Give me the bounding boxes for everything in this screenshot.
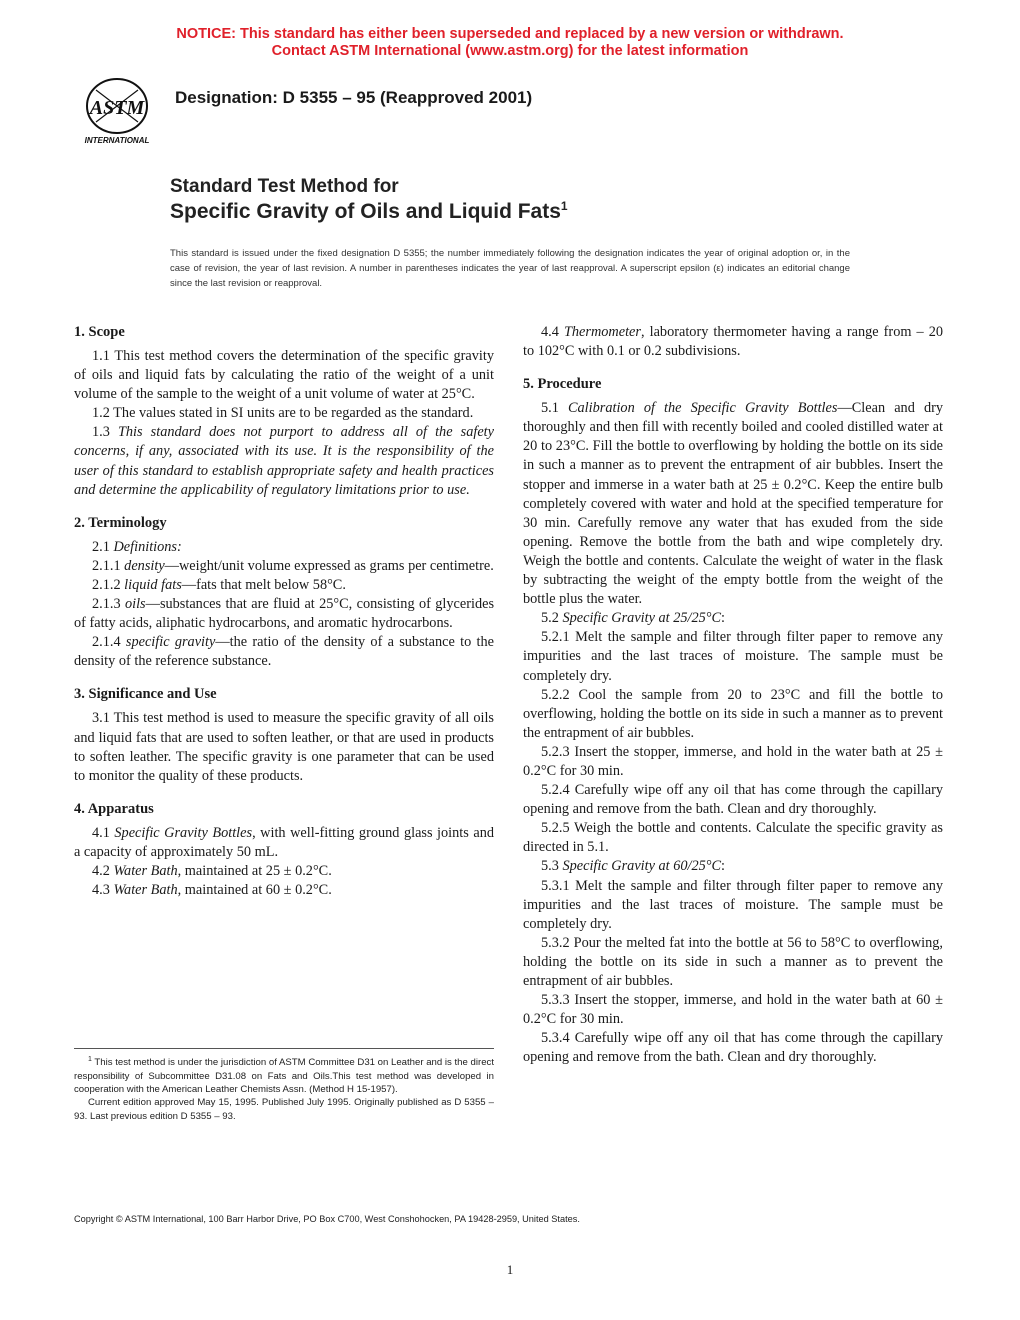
section-procedure-heading: 5. Procedure (523, 376, 602, 393)
section-scope-heading: 1. Scope (74, 324, 125, 340)
term: Thermometer (563, 324, 641, 340)
definition: —the ratio of the density of a substance to the density of the reference substance. (74, 634, 494, 670)
footnote-1 (74, 1053, 494, 1096)
description: , maintained at 60 ± 0.2°C. (177, 882, 332, 899)
paragraph-number: 2.1.4 (92, 634, 126, 651)
description: , maintained at 25 ± 0.2°C. (177, 862, 332, 879)
term: Water Bath (113, 882, 178, 899)
paragraph-1-3 (74, 423, 494, 499)
term: Specific Gravity Bottles (114, 824, 253, 841)
title-footnote-mark: 1 (560, 199, 568, 213)
paragraph-number: 2.1.3 (92, 596, 125, 613)
paragraph-2-1-3 (74, 595, 494, 633)
definition: —substances that are fluid at 25°C, consisting of glycerides of fatty acids, aliphatic hydrocarbons, and aromatic hydrocarbons. (74, 596, 495, 632)
paragraph-5-3-4: 5.3.4 Carefully wipe off any oil that has come through the capillary opening and remove from the bath. Clean and dry thoroughly. (523, 1030, 943, 1066)
copyright-line: Copyright © ASTM International, 100 Barr Harbor Drive, PO Box C700, West Conshohocken, PA 19428-2959, United States. (74, 1214, 580, 1224)
paragraph-2-1 (74, 538, 494, 557)
designation: Designation: D 5355 – 95 (Reapproved 2001) (175, 88, 533, 107)
paragraph-5-1 (523, 399, 943, 609)
paragraph-number: 4.1 (92, 824, 115, 841)
definitions-label: Definitions: (113, 538, 182, 555)
safety-caveat: This standard does not purport to address all of the safety concerns, if any, associated with its use. It is the responsibility of the user of this standard to establish appropriate safety and health practices and determine the applicability of regulatory limitations prior to use. (74, 424, 494, 498)
term: Water Bath (113, 862, 178, 879)
description: , laboratory thermometer having a range from – 20 to 102°C with 0.1 or 0.2 subdivisions. (523, 324, 944, 360)
left-column (74, 323, 494, 900)
astm-logo (74, 76, 160, 148)
page-number: 1 (506, 1262, 514, 1277)
footnote-text: This test method is under the jurisdiction of ASTM Committee D31 on Leather and is the direct responsibility of Subcommittee D31.08 on Fats and Oils.This test method was developed in cooperation with the American Leather Chemists Assn. (Method H 15-1957). (74, 1057, 494, 1095)
paragraph-number: 2.1.2 (92, 576, 125, 593)
paragraph-5-3-3: 5.3.3 Insert the stopper, immerse, and hold in the water bath at 60 ± 0.2°C for 30 min. (523, 992, 943, 1028)
notice-line-2: Contact ASTM International (www.astm.org) for the latest information (271, 43, 749, 59)
term: Specific Gravity at 60/25°C (562, 858, 722, 875)
paragraph-number: 4.2 (92, 862, 114, 879)
paragraph-5-2-3: 5.2.3 Insert the stopper, immerse, and hold in the water bath at 25 ± 0.2°C for 30 min. (523, 743, 943, 779)
document-title (170, 175, 568, 225)
section-apparatus-heading: 4. Apparatus (74, 800, 154, 817)
paragraph-3-1: 3.1 This test method is used to measure the specific gravity of all oils and liquid fats that are used to soften leather, or that are used in products to soften leather. The specific gravity is one parameter that can be used to monitor the quality of these products. (74, 710, 494, 784)
term: Calibration of the Specific Gravity Bottles (567, 400, 838, 417)
term: Specific Gravity at 25/25°C (562, 610, 722, 627)
paragraph-number: 2.1.1 (92, 557, 125, 574)
title-line-2-text: Specific Gravity of Oils and Liquid Fats (170, 200, 561, 223)
paragraph-number: 4.4 (541, 324, 564, 340)
paragraph-2-1-1 (74, 557, 494, 576)
paragraph-5-2-5: 5.2.5 Weigh the bottle and contents. Calculate the specific gravity as directed in 5.1. (523, 820, 943, 856)
paragraph-number: 1.3 (92, 424, 118, 441)
description: , with well-fitting ground glass joints and a capacity of approximately 50 mL. (74, 824, 494, 860)
paragraph-5-2 (523, 609, 943, 628)
term: oils (124, 596, 146, 613)
paragraph-2-1-4 (74, 633, 494, 671)
paragraph-5-3 (523, 857, 943, 876)
withdrawal-notice (0, 26, 1020, 60)
paragraph-4-4 (523, 323, 943, 361)
footnote-mark: 1 (88, 1056, 92, 1063)
definition: —weight/unit volume expressed as grams per centimetre. (164, 557, 494, 574)
paragraph-number: 5.2 (541, 610, 563, 627)
term: specific gravity (125, 634, 216, 651)
paragraph-number: 5.1 (541, 400, 568, 417)
paragraph-4-1 (74, 824, 494, 862)
paragraph-number: 5.3 (541, 858, 563, 875)
paragraph-1-2: 1.2 The values stated in SI units are to be regarded as the standard. (92, 405, 474, 422)
paragraph-1-1: 1.1 This test method covers the determination of the specific gravity of oils and liquid fats by calculating the ratio of the weight of a unit volume of the sample to the weight of a unit volume of water at 25°C. (74, 348, 494, 403)
right-column (523, 323, 943, 1067)
title-line-1: Standard Test Method for (170, 176, 399, 197)
logo-subtext: INTERNATIONAL (84, 136, 150, 145)
paragraph-4-3 (74, 881, 494, 900)
paragraph-5-3-1: 5.3.1 Melt the sample and filter through filter paper to remove any impurities and the last traces of moisture. The sample must be completely dry. (523, 877, 943, 932)
punctuation: : (721, 858, 726, 875)
footnote-edition: Current edition approved May 15, 1995. Published July 1995. Originally published as D 5355 – 93. Last previous edition D 5355 – 93. (74, 1097, 494, 1122)
paragraph-5-2-1: 5.2.1 Melt the sample and filter through filter paper to remove any impurities and the last traces of moisture. The sample must be completely dry. (523, 629, 943, 684)
section-significance-heading: 3. Significance and Use (74, 686, 217, 703)
definition: —fats that melt below 58°C. (181, 576, 346, 593)
paragraph-4-2 (74, 862, 494, 881)
paragraph-number: 2.1 (92, 538, 114, 555)
logo-text: ASTM (89, 97, 145, 119)
issuance-statement: This standard is issued under the fixed designation D 5355; the number immediately following the designation indicates the year of original adoption or, in the case of revision, the year of last revision. A number in parentheses indicates the year of last reapproval. A superscript epsilon (ε) indicates an editorial change since the last revision or reapproval. (170, 248, 850, 289)
description: —Clean and dry thoroughly and then fill with recently boiled and cooled distilled water at 20 to 23°C. Fill the bottle to overflowing by holding the bottle on its side in such a manner as to prevent the entrapment of air bubbles. Insert the stopper and immerse in a water bath at 25 ± 0.2°C. Keep the entire bulb completely covered with water and hold at the specified temperature for 30 min. Carefully remove any water that has exuded from the side opening. Remove the bottle from the bath and wipe completely dry. Weigh the bottle and contents. Calculate the weight of water in the flask by subtracting the weight of the empty bottle from the weight of the bottle plus the water. (523, 400, 944, 608)
paragraph-5-2-2: 5.2.2 Cool the sample from 20 to 23°C and fill the bottle to overflowing, holding the bottle on its side in such a manner as to prevent the entrapment of air bubbles. (523, 686, 943, 741)
punctuation: : (721, 610, 726, 627)
term: liquid fats (124, 576, 182, 593)
title-line-2 (170, 199, 568, 225)
paragraph-2-1-2 (74, 576, 494, 595)
section-terminology-heading: 2. Terminology (74, 514, 167, 531)
paragraph-5-2-4: 5.2.4 Carefully wipe off any oil that has come through the capillary opening and remove from the bath. Clean and dry thoroughly. (523, 782, 943, 818)
term: density (124, 557, 165, 574)
paragraph-5-3-2: 5.3.2 Pour the melted fat into the bottle at 56 to 58°C to overflowing, holding the bottle on its side in such a manner as to prevent the entrapment of air bubbles. (523, 934, 943, 989)
footnotes (74, 1048, 494, 1123)
notice-line-1: NOTICE: This standard has either been superseded and replaced by a new version or withdrawn. (176, 26, 844, 42)
paragraph-number: 4.3 (92, 882, 114, 899)
